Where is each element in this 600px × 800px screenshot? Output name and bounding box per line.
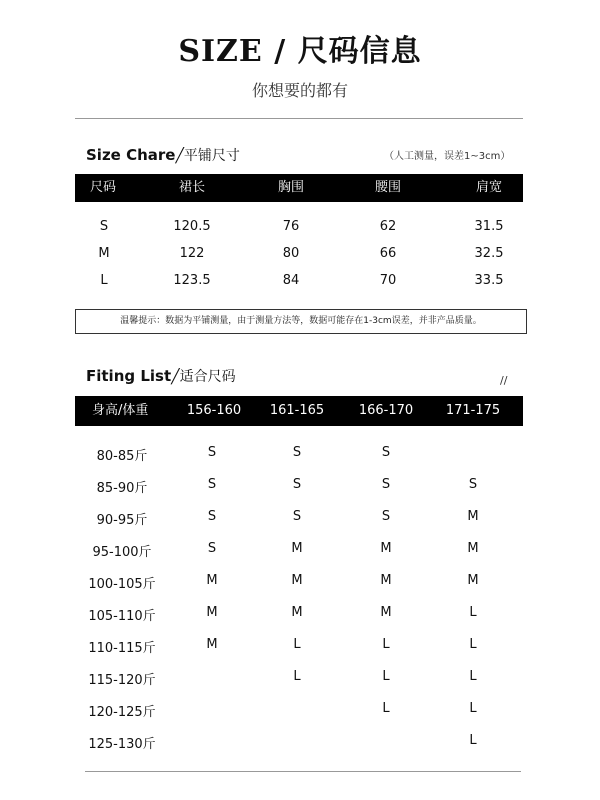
fitting-list-cell: L	[469, 637, 477, 652]
fitting-list-cell: S	[207, 445, 217, 460]
page-title-en: SIZE	[178, 34, 263, 69]
size-chart-header-cell: 裙长	[178, 180, 206, 195]
table-row	[75, 637, 523, 669]
fitting-list-title	[86, 366, 236, 386]
fitting-list-cell: 95-100斤	[92, 545, 152, 560]
fitting-list-cell: M	[380, 605, 392, 620]
size-chart-title-cn: ╱平铺尺寸	[175, 148, 240, 164]
size-chart-cell: 84	[282, 273, 300, 288]
page-subtitle: 你想要的都有	[251, 81, 348, 100]
size-chart-cell: 80	[282, 246, 300, 261]
fitting-list-cell: M	[291, 573, 303, 588]
fitting-list-cell: L	[469, 669, 477, 684]
size-chart-cell: 122	[179, 246, 205, 261]
fitting-list-title-en: Fiting List	[86, 367, 172, 385]
divider-bottom	[85, 771, 521, 772]
fitting-list-cell: 105-110斤	[88, 609, 156, 624]
table-row	[75, 573, 523, 605]
fitting-list-cell: S	[381, 509, 391, 524]
fitting-list-cell: M	[467, 573, 479, 588]
size-chart-cell: 70	[379, 273, 397, 288]
size-chart-cell: 62	[379, 219, 397, 234]
fitting-list-cell: M	[467, 541, 479, 556]
fitting-list-cell: 85-90斤	[96, 481, 148, 496]
divider-top	[75, 118, 523, 119]
table-row	[75, 273, 523, 300]
fitting-list-cell: M	[206, 637, 218, 652]
fitting-list-cell: L	[469, 701, 477, 716]
table-row	[75, 733, 523, 765]
size-chart-header	[75, 174, 523, 202]
fitting-list-header	[75, 396, 523, 426]
fitting-list-cell: L	[382, 669, 390, 684]
size-chart-cell: 32.5	[474, 246, 504, 261]
size-chart-header-cell: 胸围	[277, 180, 305, 195]
table-row	[75, 605, 523, 637]
fitting-list-title-cn: ╱适合尺码	[171, 369, 236, 385]
fitting-list-cell: 115-120斤	[88, 673, 156, 688]
size-chart-header-cell: 肩宽	[475, 180, 503, 195]
fitting-list-cell: S	[207, 509, 217, 524]
page-title	[0, 26, 600, 70]
page-title-cn: 尺码信息	[297, 34, 422, 69]
fitting-list-mark: //	[500, 374, 508, 387]
fitting-list-cell: M	[380, 573, 392, 588]
fitting-list-header-cell: 166-170	[358, 403, 414, 418]
fitting-list-header-cell: 156-160	[186, 403, 242, 418]
fitting-list-cell: 100-105斤	[88, 577, 156, 592]
fitting-list-cell: L	[382, 637, 390, 652]
fitting-list-cell: S	[207, 477, 217, 492]
fitting-list-cell: M	[291, 605, 303, 620]
size-chart-cell: S	[99, 219, 109, 234]
table-row	[75, 477, 523, 509]
fitting-list-cell: S	[381, 445, 391, 460]
fitting-list-cell: S	[468, 477, 478, 492]
fitting-list-cell: S	[292, 477, 302, 492]
fitting-list-cell: 110-115斤	[88, 641, 156, 656]
fitting-list-cell: S	[207, 541, 217, 556]
table-row	[75, 445, 523, 477]
page-title-separator: /	[274, 34, 287, 69]
fitting-list-cell: M	[380, 541, 392, 556]
fitting-list-cell: M	[467, 509, 479, 524]
fitting-list-cell: 120-125斤	[88, 705, 156, 720]
table-row	[75, 541, 523, 573]
fitting-list-cell: L	[469, 605, 477, 620]
fitting-list-cell: S	[292, 445, 302, 460]
size-chart-cell: M	[98, 246, 110, 261]
table-row	[75, 246, 523, 273]
size-chart-header-cell: 腰围	[374, 180, 402, 195]
fitting-list-cell: M	[206, 605, 218, 620]
size-chart-title-en: Size Chare	[86, 146, 176, 164]
fitting-list-cell: L	[293, 669, 301, 684]
fitting-list-cell: 90-95斤	[96, 513, 148, 528]
fitting-list-cell: 80-85斤	[96, 449, 148, 464]
size-chart-title	[86, 145, 240, 165]
table-row	[75, 669, 523, 701]
fitting-list-cell: 125-130斤	[88, 737, 156, 752]
fitting-list-cell: S	[381, 477, 391, 492]
table-row	[75, 509, 523, 541]
fitting-list-header-cell: 171-175	[445, 403, 501, 418]
fitting-list-cell: L	[382, 701, 390, 716]
size-chart-cell: 33.5	[474, 273, 504, 288]
fitting-list-cell: M	[206, 573, 218, 588]
size-chart-cell: 120.5	[173, 219, 211, 234]
size-chart-cell: 66	[379, 246, 397, 261]
size-chart-cell: L	[100, 273, 108, 288]
fitting-list-cell: L	[293, 637, 301, 652]
fitting-list-cell: L	[469, 733, 477, 748]
table-row	[75, 219, 523, 246]
fitting-list-cell: S	[292, 509, 302, 524]
size-chart-cell: 31.5	[474, 219, 504, 234]
table-row	[75, 701, 523, 733]
fitting-list-header-cell: 161-165	[269, 403, 325, 418]
size-chart-cell: 76	[282, 219, 300, 234]
fitting-list-header-cell: 身高/体重	[92, 403, 149, 418]
measurement-note: （人工测量，误差1~3cm）	[384, 151, 511, 162]
fitting-list-cell: M	[291, 541, 303, 556]
size-chart-cell: 123.5	[173, 273, 211, 288]
notice-box: 温馨提示：数据为平铺测量，由于测量方法等，数据可能存在1-3cm误差，并非产品质量。	[75, 309, 527, 334]
size-chart-header-cell: 尺码	[90, 180, 117, 195]
